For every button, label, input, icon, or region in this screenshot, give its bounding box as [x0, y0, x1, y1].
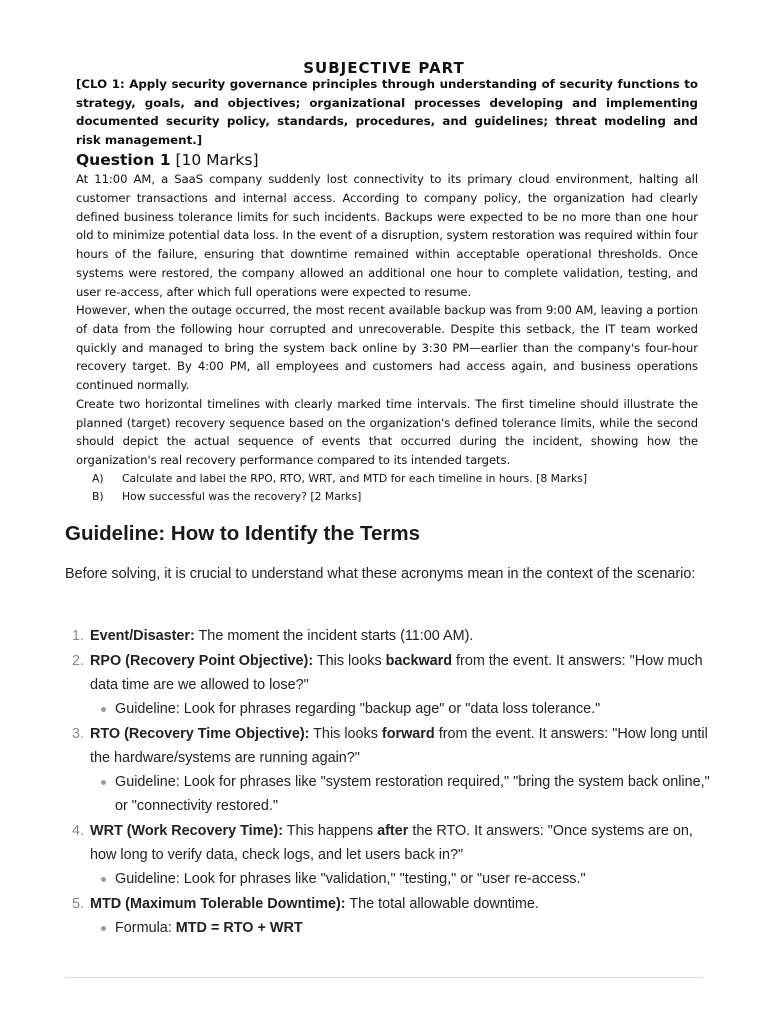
- term-name: WRT (Work Recovery Time):: [90, 823, 283, 839]
- term-name: RTO (Recovery Time Objective):: [90, 726, 310, 742]
- formula: MTD = RTO + WRT: [175, 920, 303, 936]
- sub-item: Guideline: Look for phrases regarding "backup age" or "data loss tolerance.": [90, 697, 715, 721]
- guideline-intro: Before solving, it is crucial to understand what these acronyms mean in the context of the scenario:: [65, 566, 696, 582]
- term-name: Event/Disaster:: [90, 628, 195, 644]
- list-item: 2. RPO (Recovery Point Objective): This looks backward from the event. It answers: "How much data time are we allowed to lose?" Guideline: Look for phrases regarding "backup age" or "data loss tolerance.": [65, 649, 715, 721]
- sub-item: Formula: MTD = RTO + WRT: [90, 916, 715, 940]
- question-parts: [92, 470, 698, 507]
- question-part: B) How successful was the recovery? [2 Marks]: [92, 490, 362, 504]
- question-scan: [70, 59, 698, 506]
- term-name: MTD (Maximum Tolerable Downtime):: [90, 896, 346, 912]
- terms-list: [65, 624, 715, 941]
- scenario-paragraph-2: However, when the outage occurred, the most recent available backup was from 9:00 AM, leaving a portion of data from the following hour corrupted and unrecoverable. Despite this setback, the IT team worked quickly and managed to bring the system back online by 3:30 PM—earlier than the company's four-hour recovery target. By 4:00 PM, all employees and customers had access again, and business operations continued normally.: [76, 303, 698, 393]
- list-item: 4. WRT (Work Recovery Time): This happens after the RTO. It answers: "Once systems are on, how long to verify data, check logs, and let users back in?" Guideline: Look for phrases like "validation," "testing," or "user re-access.": [65, 819, 715, 891]
- question-label: Question 1: [76, 151, 171, 170]
- divider: [65, 977, 703, 978]
- guideline-heading: Guideline: How to Identify the Terms: [65, 522, 420, 545]
- clo-statement: [CLO 1: Apply security governance principles through understanding of security functions to strategy, goals, and objectives; organizational processes developing and implementing documented security policy, standards, procedures, and guidelines; threat modeling and risk management.]: [76, 77, 698, 147]
- bullet-icon: [101, 780, 106, 785]
- list-item: 5. MTD (Maximum Tolerable Downtime): The total allowable downtime. Formula: MTD = RTO + WRT: [65, 892, 715, 940]
- bullet-icon: [101, 877, 106, 882]
- question-part: A) Calculate and label the RPO, RTO, WRT, and MTD for each timeline in hours. [8 Marks]: [92, 471, 588, 485]
- sub-item: Guideline: Look for phrases like "validation," "testing," or "user re-access.": [90, 867, 715, 891]
- question-marks: [10 Marks]: [170, 151, 259, 170]
- section-header: SUBJECTIVE PART: [303, 59, 465, 77]
- list-item: 1. Event/Disaster: The moment the incident starts (11:00 AM).: [71, 628, 474, 644]
- sub-item: Guideline: Look for phrases like "system restoration required," "bring the system back online," or "connectivity restored.": [90, 770, 715, 818]
- list-item: 3. RTO (Recovery Time Objective): This looks forward from the event. It answers: "How long until the hardware/systems are running again?" Guideline: Look for phrases like "system restoration required," "bring the system back online," or "connectivity restored.": [65, 722, 715, 818]
- scenario-paragraph-1: At 11:00 AM, a SaaS company suddenly lost connectivity to its primary cloud environment, halting all customer transactions and internal access. According to company policy, the organization had clearly defined business tolerance limits for such incidents. Backups were expected to be no more than one hour old to minimize potential data loss. In the event of a disruption, system restoration was required within four hours of the failure, ensuring that downtime remained within acceptable operational thresholds. Once systems were restored, the company allowed an additional one hour to complete validation, testing, and user re-access, after which full operations were expected to resume.: [76, 172, 698, 299]
- question-title: [76, 150, 698, 170]
- bullet-icon: [101, 926, 106, 931]
- term-name: RPO (Recovery Point Objective):: [90, 653, 314, 669]
- bullet-icon: [101, 707, 106, 712]
- scenario-paragraph-3: Create two horizontal timelines with clearly marked time intervals. The first timeline should illustrate the planned (target) recovery sequence based on the organization's defined tolerance limits, while the second should depict the actual sequence of events that occurred during the incident, showing how the organization's real recovery performance compared to its intended targets.: [76, 396, 698, 467]
